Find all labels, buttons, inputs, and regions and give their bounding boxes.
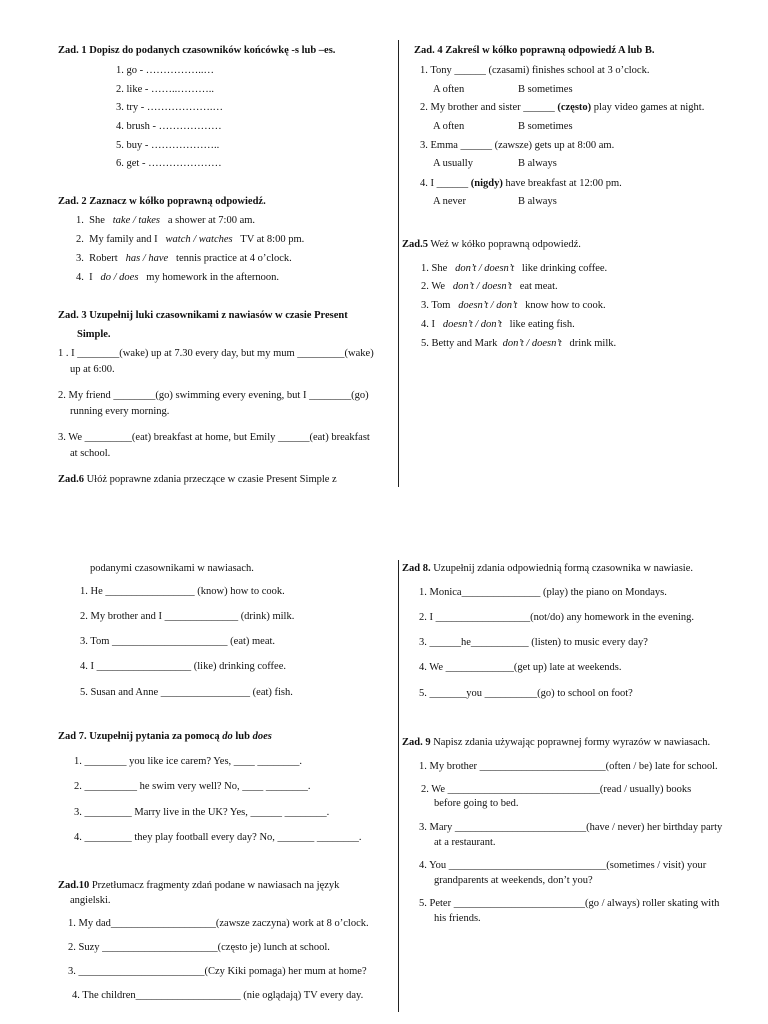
list-item (76, 214, 255, 228)
list-item: 4. You ______________________________(sometimes / visit) your (419, 860, 707, 871)
list-item-cont: running every morning. (70, 406, 170, 417)
zad9-title (402, 736, 710, 750)
list-item: 5. _______you __________(go) to school on foot? (419, 688, 633, 699)
zad6-title-text: Ułóż poprawne zdania przeczące w czasie Present Simple z (86, 474, 337, 485)
list-item (421, 337, 616, 351)
zad7-title-does: does (252, 731, 272, 742)
list-item: 1. My dad____________________(zawsze zaczyna) work at 8 o’clock. (68, 918, 369, 929)
choice-options[interactable]: don’t / doesn’t (452, 281, 512, 292)
list-item (420, 64, 649, 78)
list-item: 3. ________________________(Czy Kiki pomaga) her mum at home? (68, 966, 367, 977)
zad3-title-cont: Simple. (77, 329, 111, 340)
column-divider-bottom (398, 560, 399, 1012)
item-number: 2. (421, 281, 429, 292)
item-text: have breakfast at 12:00 pm. (505, 178, 622, 189)
zad7-title-do: do (222, 731, 233, 742)
list-item (420, 177, 622, 191)
item-text: drink milk. (569, 338, 617, 349)
option-b[interactable]: B sometimes (518, 121, 573, 132)
item-text: She (89, 215, 105, 226)
list-item: 2. Suzy ______________________(często je) lunch at school. (68, 942, 330, 953)
list-item: 3. Mary _________________________(have / never) her birthday party (419, 822, 723, 833)
item-text: a shower at 7:00 am. (167, 215, 256, 226)
item-hint: (zawsze) (494, 140, 532, 151)
item-text: Robert (89, 253, 118, 264)
list-item: 3. try - ……………….… (116, 102, 224, 113)
zad5-title-text: Weź w kółko poprawną odpowiedź. (430, 239, 581, 250)
list-item: 1. He _________________ (know) how to cook. (80, 586, 285, 597)
list-item (420, 101, 704, 115)
zad5-label: Zad.5 (402, 239, 428, 250)
list-item (421, 280, 558, 294)
item-text: tennis practice at 4 o’clock. (176, 253, 292, 264)
zad8-title (402, 562, 693, 576)
list-item: 4. The children____________________ (nie oglądają) TV every day. (72, 990, 364, 1001)
list-item: 3. Tom ______________________ (eat) meat. (80, 636, 276, 647)
item-text: We (431, 281, 446, 292)
choice-options[interactable]: has / have (125, 253, 169, 264)
list-item: 4. We _____________(get up) late at weekends. (419, 662, 622, 673)
item-text: My family and I (89, 234, 158, 245)
list-item: 1. My brother ________________________(often / be) late for school. (419, 761, 718, 772)
list-item: 1 . I ________(wake) up at 7.30 every day, but my mum _________(wake) (58, 348, 374, 359)
list-item (421, 299, 606, 313)
item-number: 4. (421, 319, 429, 330)
item-text: I (431, 319, 435, 330)
list-item: 6. get - ………………… (116, 158, 222, 169)
item-text: play video games at night. (593, 102, 705, 113)
item-text: Emma ______ (430, 140, 493, 151)
list-item-cont: up at 6:00. (70, 364, 115, 375)
list-item (420, 139, 614, 153)
list-item: 4. brush - ……………… (116, 121, 222, 132)
list-item (76, 233, 304, 247)
item-text: gets up at 8:00 am. (534, 140, 615, 151)
list-item-cont: his friends. (434, 913, 481, 924)
item-number: 3. (420, 140, 428, 151)
zad4-title: Zad. 4 Zakreśl w kółko poprawną odpowiedź A lub B. (414, 45, 655, 56)
choice-options[interactable]: doesn’t / don’t (458, 300, 518, 311)
zad7-title-text: lub (235, 731, 250, 742)
list-item: 2. My friend ________(go) swimming every evening, but I ________(go) (58, 390, 369, 401)
item-text: eat meat. (519, 281, 558, 292)
list-item: 3. We _________(eat) breakfast at home, but Emily ______(eat) breakfast (58, 432, 370, 443)
item-number: 3. (76, 253, 84, 264)
zad6-title (58, 473, 337, 487)
item-text: TV at 8:00 pm. (240, 234, 305, 245)
item-number: 1. (76, 215, 84, 226)
item-text: Tom (431, 300, 451, 311)
list-item: 1. ________ you like ice carem? Yes, ____ ________. (74, 756, 303, 767)
list-item: 4. _________ they play football every day? No, _______ ________. (74, 832, 362, 843)
list-item: 2. __________ he swim very well? No, ____ ________. (74, 781, 311, 792)
zad9-title-text: Napisz zdania używając poprawnej formy wyrazów w nawiasach. (433, 737, 711, 748)
item-hint: (nigdy) (470, 178, 503, 189)
option-a[interactable]: A usually (433, 158, 473, 169)
zad5-title (402, 238, 581, 252)
list-item: 2. My brother and I ______________ (drink) milk. (80, 611, 295, 622)
list-item-cont: before going to bed. (434, 798, 519, 809)
item-hint: (czasami) (488, 65, 530, 76)
choice-options[interactable]: watch / watches (165, 234, 233, 245)
zad1-title: Zad. 1 Dopisz do podanych czasowników końcówkę -s lub –es. (58, 45, 336, 56)
list-item-cont: at school. (70, 448, 111, 459)
choice-options[interactable]: do / does (100, 272, 139, 283)
zad6-title-cont: podanymi czasownikami w nawiasach. (90, 563, 254, 574)
choice-options[interactable]: don’t / doesn’t (502, 338, 562, 349)
choice-options[interactable]: doesn’t / don’t (442, 319, 502, 330)
item-text: like drinking coffee. (521, 263, 608, 274)
item-number: 5. (421, 338, 429, 349)
list-item-cont: at a restaurant. (434, 837, 496, 848)
zad2-title: Zad. 2 Zaznacz w kółko poprawną odpowiedź. (58, 196, 266, 207)
item-text: know how to cook. (525, 300, 606, 311)
item-text: Betty and Mark (431, 338, 498, 349)
list-item: 3. ______he___________ (listen) to music every day? (419, 637, 648, 648)
list-item: 2. like - ……..……….. (116, 84, 214, 95)
item-number: 1. (420, 65, 428, 76)
zad8-label: Zad 8. (402, 563, 431, 574)
item-number: 1. (421, 263, 429, 274)
column-divider-top (398, 40, 399, 487)
list-item: 5. Susan and Anne _________________ (eat) fish. (80, 687, 293, 698)
choice-options[interactable]: don’t / doesn’t (455, 263, 515, 274)
item-text: like eating fish. (509, 319, 575, 330)
item-text: Tony ______ (430, 65, 486, 76)
item-text: My brother and sister ______ (430, 102, 555, 113)
list-item (76, 252, 292, 266)
list-item (76, 271, 279, 285)
item-number: 4. (76, 272, 84, 283)
item-text: I ______ (430, 178, 469, 189)
option-b[interactable]: B sometimes (518, 84, 573, 95)
item-text: my homework in the afternoon. (146, 272, 279, 283)
item-text: She (431, 263, 448, 274)
option-b[interactable]: B always (518, 196, 557, 207)
zad7-title-text: Zad 7. Uzupełnij pytania za pomocą (58, 731, 220, 742)
list-item-cont: grandparents at weekends, don’t you? (434, 875, 593, 886)
zad3-title: Zad. 3 Uzupełnij luki czasownikami z nawiasów w czasie Present (58, 310, 348, 321)
list-item: 2. We _____________________________(read / usually) books (421, 784, 692, 795)
zad8-title-text: Uzupełnij zdania odpowiednią formą czasownika w nawiasie. (433, 563, 694, 574)
list-item: 1. go - ……………..… (116, 65, 214, 76)
option-b[interactable]: B always (518, 158, 557, 169)
item-text: I (89, 272, 93, 283)
zad6-label: Zad.6 (58, 474, 84, 485)
item-hint: (często) (557, 102, 592, 113)
list-item: 4. I __________________ (like) drinking coffee. (80, 661, 286, 672)
zad10-title-cont: angielski. (70, 895, 111, 906)
item-number: 4. (420, 178, 428, 189)
zad10-label: Zad.10 (58, 880, 90, 891)
choice-options[interactable]: take / takes (112, 215, 160, 226)
item-number: 3. (421, 300, 429, 311)
list-item: 1. Monica_______________ (play) the piano on Mondays. (419, 587, 667, 598)
option-a[interactable]: A never (433, 196, 466, 207)
zad10-title-text: Przetłumacz fragmenty zdań podane w nawiasach na język (91, 880, 340, 891)
list-item (421, 262, 607, 276)
option-a[interactable]: A often (433, 121, 465, 132)
item-number: 2. (76, 234, 84, 245)
zad7-title (58, 730, 272, 744)
list-item (421, 318, 575, 332)
zad9-label: Zad. 9 (402, 737, 431, 748)
list-item: 2. I __________________(not/do) any homework in the evening. (419, 612, 694, 623)
item-number: 2. (420, 102, 428, 113)
item-text: finishes school at 3 o’clock. (531, 65, 650, 76)
zad10-title (58, 879, 339, 893)
option-a[interactable]: A often (433, 84, 465, 95)
list-item: 5. buy - ……………….. (116, 140, 220, 151)
list-item: 3. _________ Marry live in the UK? Yes, ______ ________. (74, 807, 330, 818)
list-item: 5. Peter _________________________(go / always) roller skating with (419, 898, 720, 909)
